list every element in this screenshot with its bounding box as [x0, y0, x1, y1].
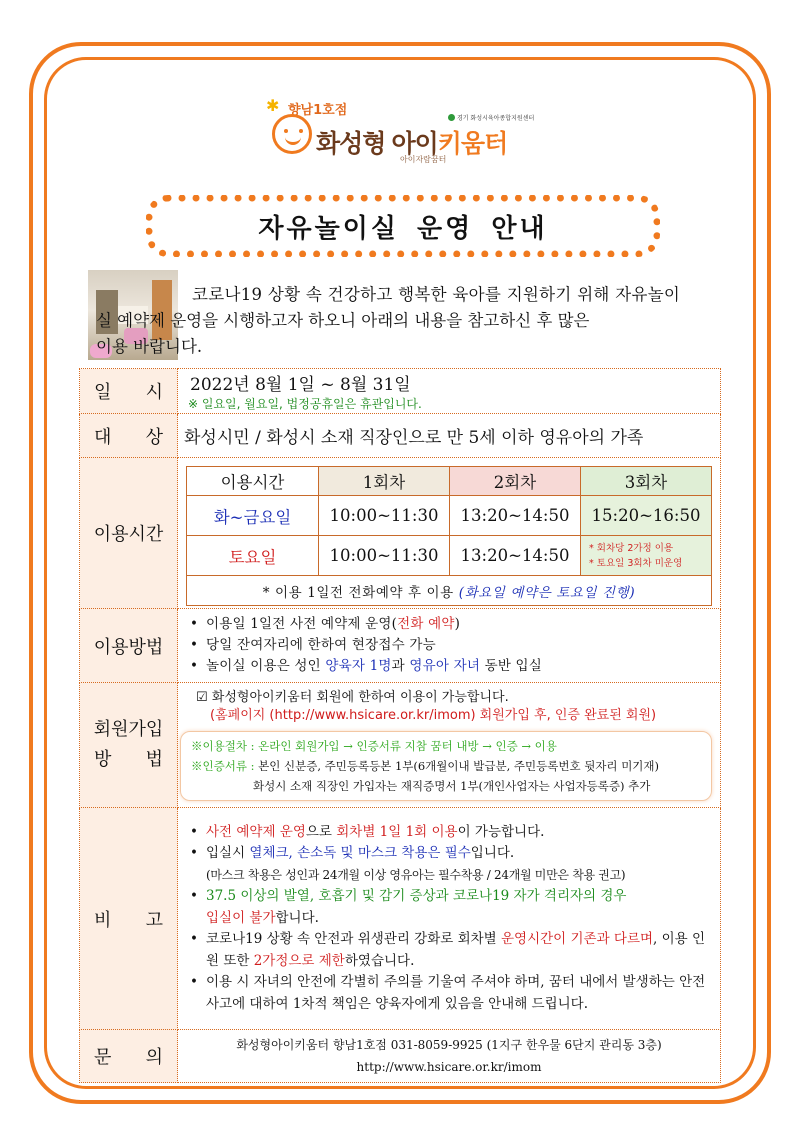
membership-info: ☑ 화성형아이키움터 회원에 한하여 이용이 가능합니다. (홈페이지 (http://www.hsicare.or.kr/imom) 회원가입 후, 인증 완료된 회원): [196, 690, 657, 723]
list-item: • 이용일 1일전 사전 예약제 운영(전화 예약): [190, 614, 720, 635]
row-notes: 비 고 • 사전 예약제 운영으로 회차별 1일 1회 이용이 가능합니다. • 입실시 열체크, 손소독 및 마스크 착용은 필수입니다. (마스크 착용은 성인과 24개월 이상 영유아는 필수착용 / 24개월 미만은 착용 권고) • 37.5 이상의 발열, 호흡기 및 감기 증상과 코로나19 자가 격리자의 경우 입실이 불가합니다. • 코로나19 상황 속 안전과 위생관리 강화로 회차별 운영시간이 기존과 다르며, 이용 인원 또한 2가정으로 제한하였습니다. • 이용 시 자녀의 안전에 각별히 주의를 기울여 주셔야 하며, 꿈터 내에서 발생하는 안전사고에 대하여 1차적 책임은 양육자에게 있음을 안내해 드립니다.: [80, 808, 721, 1030]
notes-list: [178, 822, 720, 1016]
list-item: • 당일 잔여자리에 한하여 현장접수 가능: [190, 635, 720, 656]
saturday-row: 토요일 10:00~11:30 13:20~14:50 * 회차당 2가정 이용 * 토요일 3회차 미운영: [187, 536, 712, 576]
info-table: [79, 368, 721, 1083]
weekday-row: 화~금요일 10:00~11:30 13:20~14:50 15:20~16:50: [187, 496, 712, 536]
list-item: • 이용 시 자녀의 안전에 각별히 주의를 기울여 주셔야 하며, 꿈터 내에서 발생하는 안전사고에 대하여 1차적 책임은 양육자에게 있음을 안내해 드립니다.: [190, 972, 710, 1015]
title-banner: [146, 195, 660, 257]
date-value: 2022년 8월 1일 ~ 8월 31일: [190, 375, 411, 395]
row-contact: 문 의 화성형아이키움터 향남1호점 031-8059-9925 (1지구 한우물 6단지 관리동 3층) http://www.hsicare.or.kr/imom: [80, 1030, 721, 1083]
star-icon: ✱: [266, 96, 280, 115]
row-date: 일 시 2022년 8월 1일 ~ 8월 31일 ※ 일요일, 월요일, 법정공휴일은 휴관입니다.: [80, 369, 721, 414]
row-schedule: 이용시간 이용시간 1회차 2회차 3회차 화~금요일 10:00~11:30 13:20~14:50 15:20~16:50 토요일 10:00~11:30 13:20~14:50 * 회차당 2가정 이용 * 토요일 3회차 미운영 * 이용 1일전 전화예약 후 이용 (화요일 예약은 토요일 진행): [80, 458, 721, 609]
target-value: 화성시민 / 화성시 소재 직장인으로 만 5세 이하 영유아의 가족: [184, 428, 644, 448]
logo-name: 화성형 아이키움터: [316, 129, 508, 158]
logo-branch: 향남1호점: [288, 103, 348, 118]
logo-subtitle: 아이자람꿈터: [400, 155, 447, 164]
list-item: • 코로나19 상황 속 안전과 위생관리 강화로 회차별 운영시간이 기존과 다르며, 이용 인원 또한 2가정으로 제한하였습니다.: [190, 929, 710, 972]
phone-reservation-row: * 이용 1일전 전화예약 후 이용 (화요일 예약은 토요일 진행): [187, 576, 712, 606]
closed-days-note: ※ 일요일, 월요일, 법정공휴일은 휴관입니다.: [188, 397, 422, 411]
intro-text: 코로나19 상황 속 건강하고 행복한 육아를 지원하기 위해 자유놀이: [192, 285, 681, 304]
list-item: • 입실시 열체크, 손소독 및 마스크 착용은 필수입니다. (마스크 착용은 성인과 24개월 이상 영유아는 필수착용 / 24개월 미만은 착용 권고): [190, 843, 710, 886]
logo: [266, 96, 538, 166]
list-item: • 사전 예약제 운영으로 회차별 1일 1회 이용이 가능합니다.: [190, 822, 710, 844]
smiley-face-icon: [272, 114, 312, 154]
row-membership: 회원가입 방 법 ☑ 화성형아이키움터 회원에 한하여 이용이 가능합니다. (홈페이지 (http://www.hsicare.or.kr/imom) 회원가입 후, 인증 완료된 회원) ※이용절차 : 온라인 회원가입 → 인증서류 지참 꿈터 내방 → 인증 → 이용 ※인증서류 : 본인 신분증, 주민등록등본 1부(6개월이내 발급분, 주민등록번호 뒷자리 미기재) 화성시 소재 직장인 가입자는 재직증명서 1부(개인사업자는 사업자등록증) 추가: [80, 683, 721, 808]
homepage-link[interactable]: http://www.hsicare.or.kr/imom: [356, 1060, 542, 1074]
logo-sponsor: 경기 화성시육아종합지원센터: [448, 113, 534, 122]
schedule-table: 이용시간 1회차 2회차 3회차 화~금요일 10:00~11:30 13:20~14:50 15:20~16:50 토요일 10:00~11:30 13:20~14:50 * 회차당 2가정 이용 * 토요일 3회차 미운영 * 이용 1일전 전화예약 후 이용 (화요일 예약은 토요일 진행): [186, 466, 712, 606]
intro-lines: 실 예약제 운영을 시행하고자 하오니 아래의 내용을 참고하신 후 많은 이용 바랍니다.: [96, 311, 590, 356]
row-target: 대 상 화성시민 / 화성시 소재 직장인으로 만 5세 이하 영유아의 가족: [80, 414, 721, 458]
page-title: 자유놀이실 운영 안내: [258, 213, 548, 244]
contact-info: 화성형아이키움터 향남1호점 031-8059-9925 (1지구 한우물 6단지 관리동 3층) http://www.hsicare.or.kr/imom: [178, 1034, 720, 1078]
list-item: • 37.5 이상의 발열, 호흡기 및 감기 증상과 코로나19 자가 격리자의 경우 입실이 불가합니다.: [190, 886, 710, 929]
procedure-box: ※이용절차 : 온라인 회원가입 → 인증서류 지참 꿈터 내방 → 인증 → 이용 ※인증서류 : 본인 신분증, 주민등록등본 1부(6개월이내 발급분, 주민등록번호 뒷자리 미기재) 화성시 소재 직장인 가입자는 재직증명서 1부(개인사업자는 사업자등록증) 추가: [180, 731, 712, 801]
row-method: 이용방법 • 이용일 1일전 사전 예약제 운영(전화 예약) • 당일 잔여자리에 한하여 현장접수 가능 • 놀이실 이용은 성인 양육자 1명과 영유아 자녀 동반 입실: [80, 609, 721, 683]
method-list: [178, 614, 720, 677]
list-item: • 놀이실 이용은 성인 양육자 1명과 영유아 자녀 동반 입실: [190, 656, 720, 677]
